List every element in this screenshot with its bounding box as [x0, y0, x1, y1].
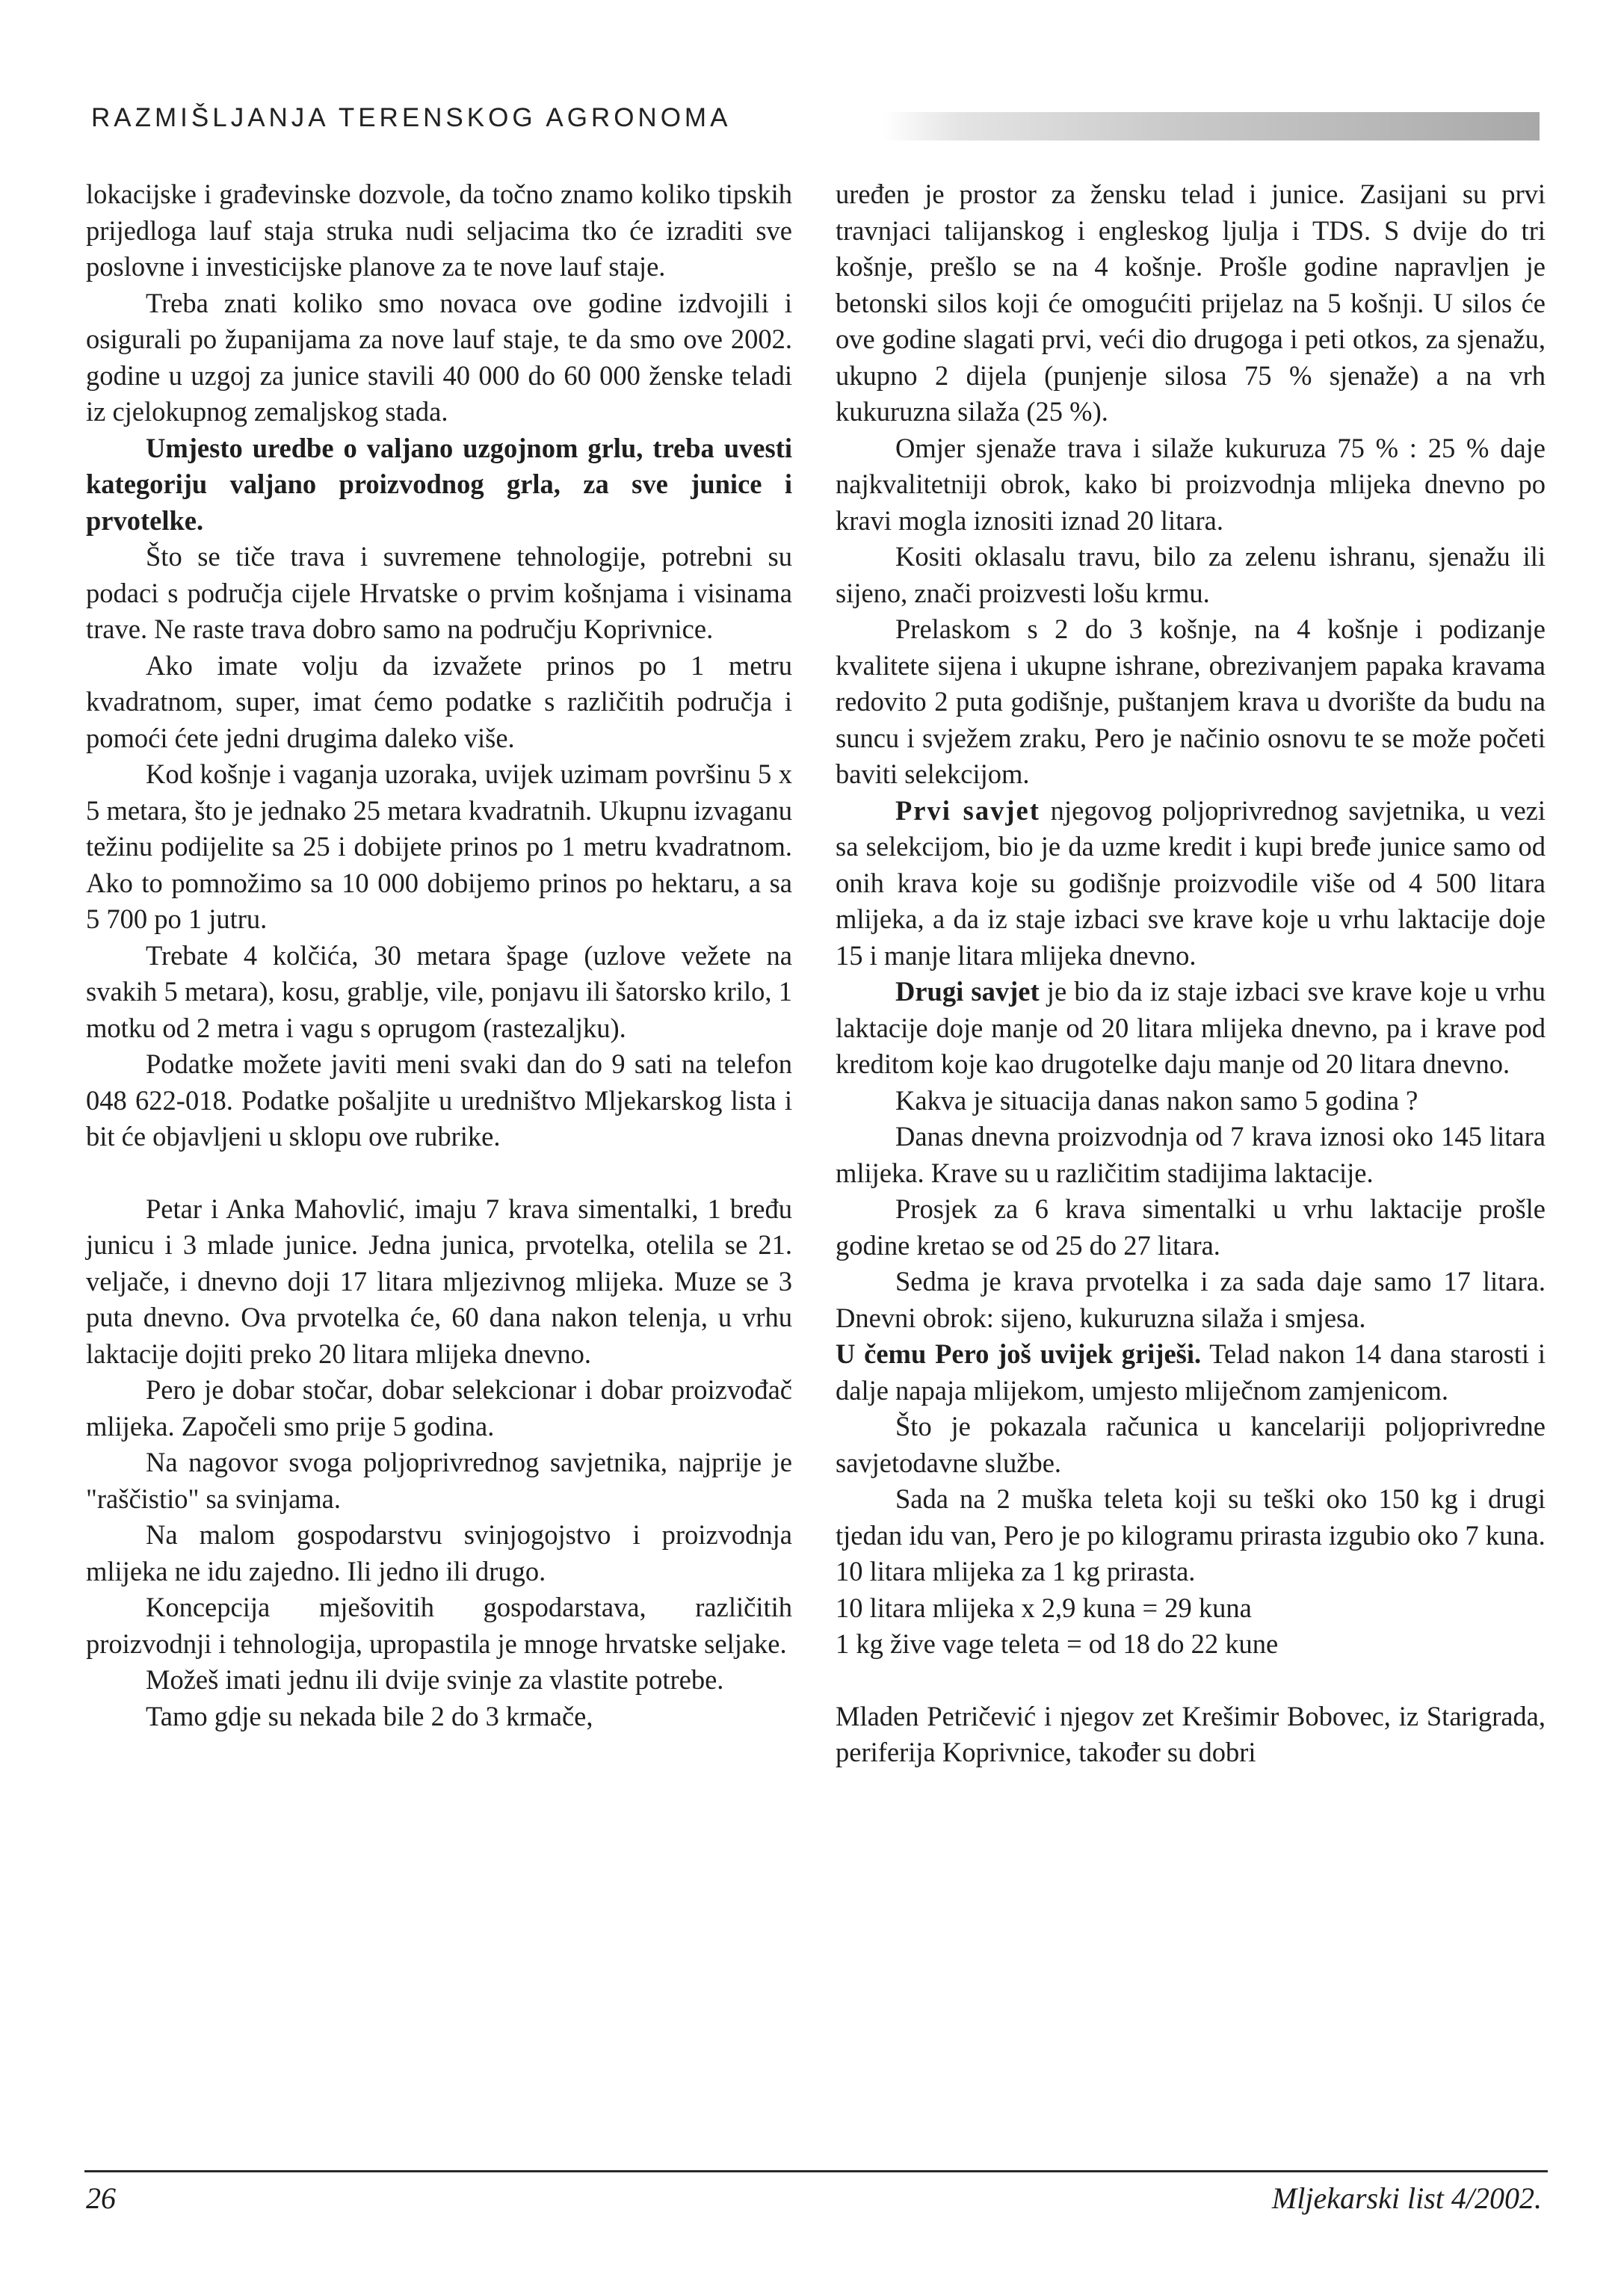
paragraph: Tamo gdje su nekada bile 2 do 3 krmače, [146, 1700, 593, 1731]
calculation-line: 10 litara mlijeka za 1 kg prirasta. [836, 1556, 1196, 1587]
right-column [836, 176, 1546, 1771]
paragraph: Omjer sjenaže trava i silaže kukuruza 75 % : 25 % daje najkvalitetniji obrok, kako bi proizvodnja mlijeka dnevno po kravi mogla iznositi iznad 20 litara. [836, 432, 1546, 536]
paragraph: Što je pokazala računica u kancelariji poljoprivredne savjetodavne službe. [836, 1411, 1546, 1478]
lead-phrase: Drugi savjet [895, 976, 1040, 1007]
paragraph: lokacijske i građevinske dozvole, da točno znamo koliko tipskih prijedloga lauf staja struka nudi seljacima tko će izraditi sve poslovne i investicijske planove za te nove lauf staje. [86, 179, 792, 282]
journal-issue: Mljekarski list 4/2002. [1271, 2181, 1542, 2215]
paragraph [836, 793, 1546, 974]
paragraph: Podatke možete javiti meni svaki dan do 9 sati na telefon 048 622-018. Podatke pošaljite u uredništvo Mljekarskog lista i bit će objavljeni u sklopu ove rubrike. [86, 1048, 792, 1152]
paragraph: Petar i Anka Mahovlić, imaju 7 krava simentalki, 1 bređu junicu i 3 mlade junice. Jedna junica, prvotelka, otelila se 21. veljače, i dnevno doji 17 litara mljezivnog mlijeka. Muze se 3 puta dnevno. Ova prvotelka će, 60 dana nakon telenja, u vrhu laktacije dojiti preko 20 litara mlijeka dnevno. [86, 1193, 792, 1369]
calculation-line: 10 litara mlijeka x 2,9 kuna = 29 kuna [836, 1592, 1252, 1623]
footer-rule [84, 2170, 1548, 2172]
paragraph: Treba znati koliko smo novaca ove godine izdvojili i osigurali po županijama za nove lauf staje, te da smo ove 2002. godine u uzgoj za junice stavili 40 000 do 60 000 ženske teladi iz cjelokupnog zemaljskog stada. [86, 287, 792, 427]
paragraph: Možeš imati jednu ili dvije svinje za vlastite potrebe. [146, 1664, 724, 1695]
paragraph: Pero je dobar stočar, dobar selekcionar i dobar proizvođač mlijeka. Započeli smo prije 5 godina. [86, 1374, 792, 1442]
paragraph: Sada na 2 muška teleta koji su teški oko 150 kg i drugi tjedan idu van, Pero je po kilogramu prirasta izgubio oko 7 kuna. [836, 1483, 1546, 1551]
lead-phrase: Prvi savjet [895, 794, 1040, 826]
paragraph: Mladen Petričević i njegov zet Krešimir Bobovec, iz Starigrada, periferija Koprivnice, također su dobri [836, 1700, 1546, 1767]
paragraph: uređen je prostor za žensku telad i junice. Zasijani su prvi travnjaci talijanskog i engleskog ljulja i TDS. S dvije do tri košnje, prešlo se na 4 košnje. Prošle godine napravljen je betonski silos koji će omogućiti prijelaz na 5 košnji. U silos će ove godine slagati prvi, veći dio drugoga i peti otkos, za sjenažu, ukupno 2 dijela (punjenje silosa 75 % sjenaže) a na vrh kukuruzna silaža (25 %). [836, 179, 1546, 427]
paragraph: Ako imate volju da izvažete prinos po 1 metru kvadratnom, super, imat ćemo podatke s različitih područja i pomoći ćete jedni drugima daleko više. [86, 649, 792, 753]
paragraph-spacer [836, 1663, 1546, 1699]
paragraph: Koncepcija mješovitih gospodarstava, različitih proizvodnji i tehnologija, upropastila je mnoge hrvatske seljake. [86, 1592, 792, 1659]
paragraph: Trebate 4 kolčića, 30 metara špage (uzlove vežete na svakih 5 metara), kosu, grablje, vile, ponjavu ili šatorsko krilo, 1 motku od 2 metra i vagu s oprugom (rastezaljku). [86, 939, 792, 1043]
paragraph: Na malom gospodarstvu svinjogojstvo i proizvodnja mlijeka ne idu zajedno. Ili jedno ili drugo. [86, 1519, 792, 1587]
bold-statement: Umjesto uredbe o valjano uzgojnom grlu, treba uvesti kategoriju valjano proizvodnog grla, za sve junice i prvotelke. [86, 432, 792, 536]
paragraph-text: njegovog poljoprivrednog savjetnika, u vezi sa selekcijom, bio je da uzme kredit i kupi bređe junice samo od onih krava koje su godišnje proizvodile više od 4 500 litara mlijeka, a da iz staje izbaci sve krave koje u vrhu laktacije doje 15 i manje litara mlijeka dnevno. [836, 794, 1546, 971]
paragraph: Na nagovor svoga poljoprivrednog savjetnika, najprije je "raščistio" sa svinjama. [86, 1447, 792, 1514]
page-number: 26 [86, 2181, 116, 2215]
paragraph-spacer [86, 1155, 792, 1191]
paragraph: Prelaskom s 2 do 3 košnje, na 4 košnje i podizanje kvalitete sijena i ukupne ishrane, obrezivanjem papaka kravama redovito 2 puta godišnje, puštanjem krava u dvorište da budu na suncu i svježem zraku, Pero je načinio osnovu te se može početi baviti selekcijom. [836, 614, 1546, 789]
paragraph: Danas dnevna proizvodnja od 7 krava iznosi oko 145 litara mlijeka. Krave su u različitim stadijima laktacije. [836, 1121, 1546, 1188]
paragraph: Kositi oklasalu travu, bilo za zelenu ishranu, sjenažu ili sijeno, znači proizvesti lošu krmu. [836, 541, 1546, 608]
paragraph: Kakva je situacija danas nakon samo 5 godina ? [895, 1084, 1418, 1116]
calculation-line: 1 kg žive vage teleta = od 18 do 22 kune [836, 1628, 1279, 1659]
paragraph: Prosjek za 6 krava simentalki u vrhu laktacije prošle godine kretao se od 25 do 27 litara. [836, 1193, 1546, 1261]
left-column [86, 176, 792, 1734]
header-decorative-bar [882, 112, 1540, 140]
paragraph-text: Telad nakon 14 dana starosti i dalje napaja mlijekom, umjesto mliječnom zamjenicom. [836, 1338, 1546, 1406]
paragraph: Kod košnje i vaganja uzoraka, uvijek uzimam površinu 5 x 5 metara, što je jednako 25 metara kvadratnih. Ukupnu izvaganu težinu podijelite sa 25 i dobijete prinos po 1 metru kvadratnom. Ako to pomnožimo sa 10 000 dobijemo prinos po hektaru, a sa 5 700 po 1 jutru. [86, 759, 792, 934]
paragraph-text: je bio da iz staje izbaci sve krave koje u vrhu laktacije doje manje od 20 litara mlijeka dnevno, pa i krave pod kreditom koje kao drugotelke daju manje od 20 litara dnevno. [836, 976, 1546, 1079]
paragraph [836, 974, 1546, 1083]
paragraph [836, 1336, 1546, 1409]
lead-phrase: U čemu Pero još uvijek griješi. [836, 1338, 1202, 1369]
running-header-title: RAZMIŠLJANJA TERENSKOG AGRONOMA [91, 103, 732, 132]
paragraph: Što se tiče trava i suvremene tehnologije, potrebni su podaci s područja cijele Hrvatske o prvim košnjama i visinama trave. Ne raste trava dobro samo na području Koprivnice. [86, 541, 792, 644]
paragraph: Sedma je krava prvotelka i za sada daje samo 17 litara. Dnevni obrok: sijeno, kukuruzna silaža i smjesa. [836, 1266, 1546, 1333]
